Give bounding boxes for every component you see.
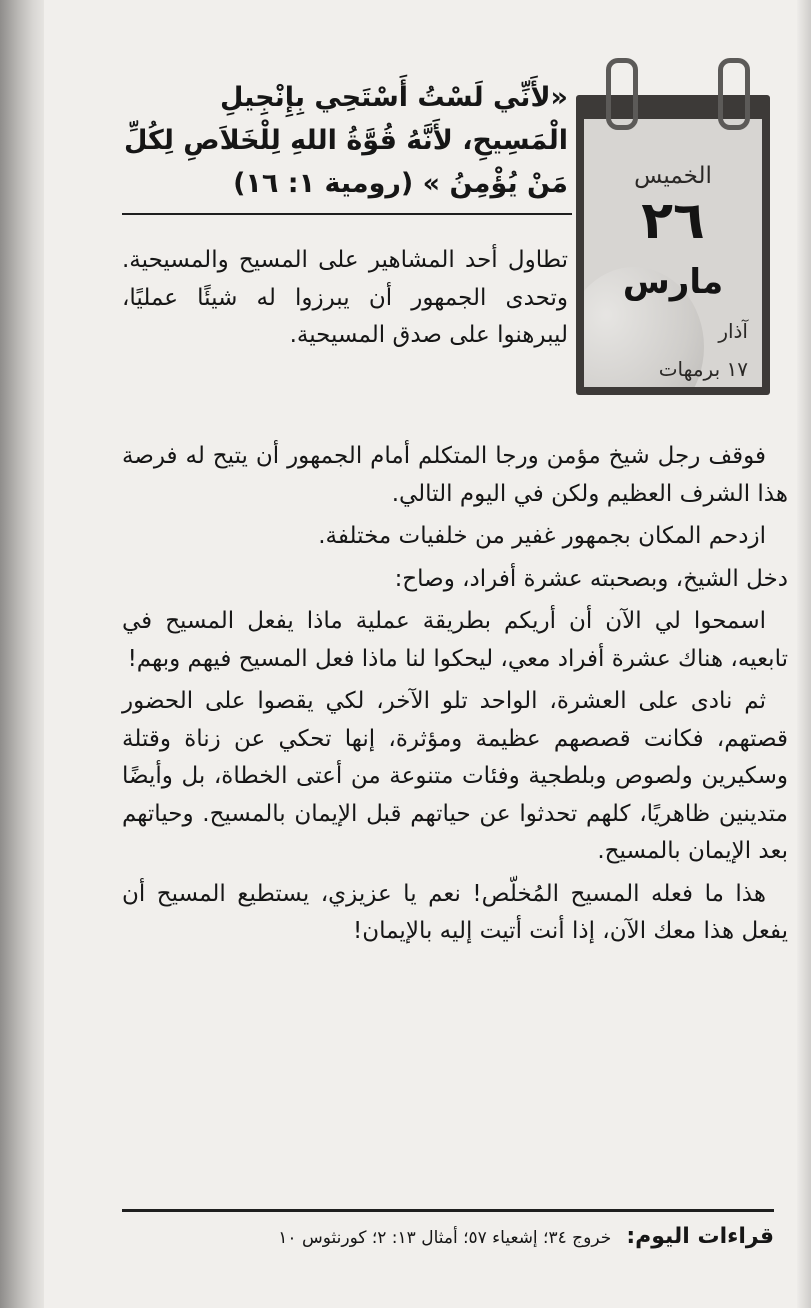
body-paragraph-7: هذا ما فعله المسيح المُخلّص! نعم يا عزيزي، يستطيع المسيح أن يفعل هذا معك الآن، إذا أنت أتيت إليه بالإيمان! (122, 880, 788, 944)
readings-label: قراءات اليوم: (626, 1224, 774, 1249)
calendar-month-alt: آذار (718, 319, 748, 343)
book-spine-shadow (0, 0, 44, 1308)
body-paragraph-2: فوقف رجل شيخ مؤمن ورجا المتكلم أمام الجمهور أن يتيح له فرصة هذا الشرف العظيم ولكن في اليوم التالي. (122, 443, 788, 507)
body-paragraph-3: ازدحم المكان بجمهور غفير من خلفيات مختلفة. (318, 523, 766, 549)
body-paragraph-4: دخل الشيخ، وبصحبته عشرة أفراد، وصاح: (394, 565, 788, 592)
calendar-ring-icon (718, 58, 750, 130)
calendar-sheet (584, 119, 762, 387)
body-paragraph-5: اسمحوا لي الآن أن أريكم بطريقة عملية ماذا يفعل المسيح في تابعيه، هناك عشرة أفراد معي، ليحكوا لنا ماذا فعل المسيح فيهم وبهم! (122, 608, 788, 672)
readings-text: خروج ٣٤؛ إشعياء ٥٧؛ أمثال ١٣: ٢؛ كورنثوس ١٠ (278, 1228, 612, 1248)
daily-readings (278, 1224, 774, 1249)
calendar-coptic-date: ١٧ برمهات (658, 357, 748, 381)
scripture-verse: «لأَنِّي لَسْتُ أَسْتَحِي بِإِنْجِيلِ الْمَسِيحِ، لأَنَّهُ قُوَّةُ اللهِ لِلْخَلاَصِ لِكُلِّ مَنْ يُؤْمِنُ » (رومية ١: ١٦) (123, 82, 568, 199)
verse-divider (122, 213, 572, 215)
body-paragraph-6: ثم نادى على العشرة، الواحد تلو الآخر، لكي يقصوا على الحضور قصتهم، فكانت قصصهم عظيمة ومؤثرة، إنها تحكي عن زناة وقتلة وسكيرين ولصوص وبلطجية وفئات متنوعة من أعتى الخطاة، بل وأيضًا متدينين ظاهريًا، كلهم تحدثوا عن حياتهم قبل الإيمان بالمسيح. وحياتهم بعد الإيمان بالمسيح. (122, 688, 788, 864)
body-text (122, 438, 788, 956)
calendar-block (576, 95, 770, 395)
calendar-ring-icon (606, 58, 638, 130)
page-edge (797, 0, 811, 1308)
calendar-day-number: ٢٦ (641, 191, 705, 251)
calendar-month: مارس (622, 262, 724, 302)
calendar-weekday: الخميس (634, 163, 712, 189)
body-paragraph-1: تطاول أحد المشاهير على المسيح والمسيحية. وتحدى الجمهور أن يبرزوا له شيئًا عمليًا، ليبرهنوا على صدق المسيحية. (122, 247, 568, 348)
footer-divider (122, 1209, 774, 1212)
